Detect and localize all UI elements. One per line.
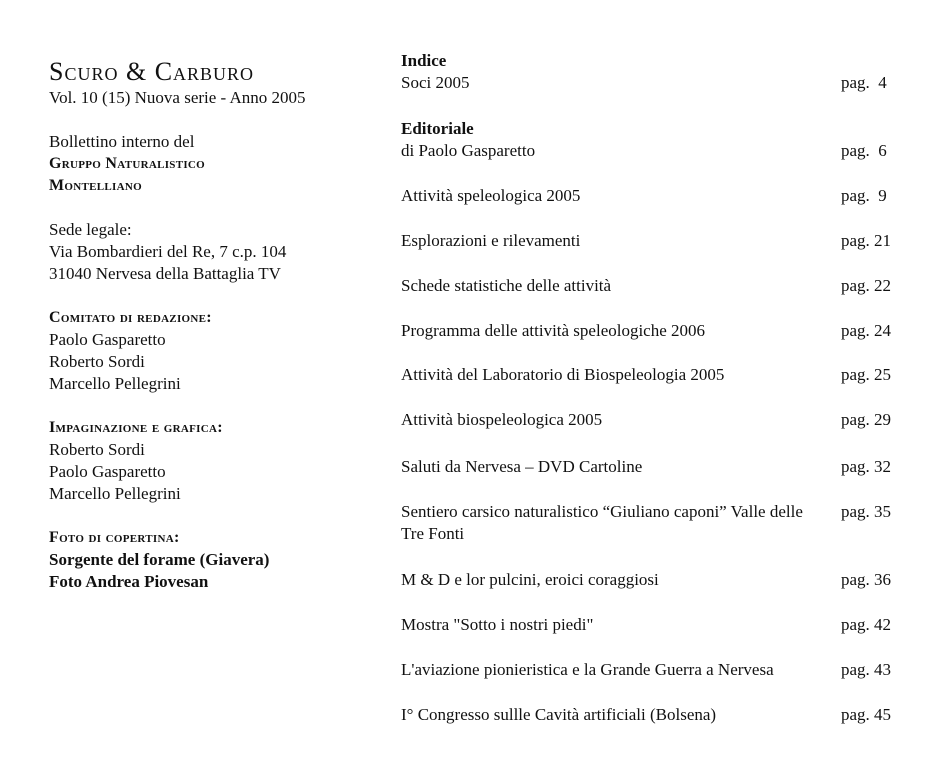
toc-entry-title: L'aviazione pionieristica e la Grande Guerra a Nervesa [401, 660, 774, 679]
cover-photo-caption: Sorgente del forame (Giavera) [49, 550, 270, 569]
toc-entry-page: pag. 25 [841, 365, 892, 384]
toc-entry-page: pag. 9 [841, 186, 887, 205]
layout-graphics-member: Paolo Gasparetto [49, 462, 166, 481]
office-label: Sede legale: [49, 220, 132, 239]
toc-entry-page: pag. 32 [841, 457, 892, 476]
toc-entry-title: Attività biospeleologica 2005 [401, 410, 603, 429]
toc-entry-title: Saluti da Nervesa – DVD Cartoline [401, 457, 643, 476]
toc-entry-page: pag. 45 [841, 705, 892, 724]
toc-entry-page: pag. 35 [841, 502, 892, 521]
layout-graphics-member: Roberto Sordi [49, 440, 145, 459]
editorial-board-member: Roberto Sordi [49, 352, 145, 371]
toc-entry-title: di Paolo Gasparetto [401, 141, 536, 160]
toc-entry-title: Programma delle attività speleologiche 2006 [401, 321, 706, 340]
cover-photo-heading: Foto di copertina: [49, 529, 180, 546]
toc-entry-title: Soci 2005 [401, 73, 470, 92]
toc-entry-title: Attività speleologica 2005 [401, 186, 581, 205]
toc-entry-page: pag. 29 [841, 410, 892, 429]
office-address-street: Via Bombardieri del Re, 7 c.p. 104 [49, 242, 287, 261]
toc-entry-page: pag. 6 [841, 141, 887, 160]
editorial-board-member: Paolo Gasparetto [49, 330, 166, 349]
office-address-city: 31040 Nervesa della Battaglia TV [49, 264, 281, 283]
toc-entry-title: Schede statistiche delle attività [401, 276, 612, 295]
cover-photo-credit: Foto Andrea Piovesan [49, 572, 209, 591]
volume-info: Vol. 10 (15) Nuova serie - Anno 2005 [49, 88, 306, 107]
editorial-heading: Editoriale [401, 119, 474, 138]
toc-entry-title: I° Congresso sullle Cavità artificiali (Bolsena) [401, 705, 717, 724]
toc-entry-page: pag. 43 [841, 660, 892, 679]
magazine-title: Scuro & Carburo [49, 57, 255, 86]
toc-entry-page: pag. 21 [841, 231, 892, 250]
toc-entry-title: Mostra "Sotto i nostri piedi" [401, 615, 594, 634]
group-name-line2: Montelliano [49, 177, 142, 194]
masthead-column [49, 56, 379, 593]
layout-graphics-member: Marcello Pellegrini [49, 484, 181, 503]
editorial-board-heading: Comitato di redazione: [49, 309, 212, 326]
toc-entry-page: pag. 42 [841, 615, 892, 634]
toc-entry-title: Esplorazioni e rilevamenti [401, 231, 581, 250]
group-name-line1: Gruppo Naturalistico [49, 155, 206, 172]
toc-entry-page: pag. 22 [841, 276, 892, 295]
toc-entry-title: Attività del Laboratorio di Biospeleologia 2005 [401, 365, 725, 384]
toc-entry-page: pag. 4 [841, 73, 887, 92]
bulletin-line: Bollettino interno del [49, 132, 195, 151]
toc-entry-title: Sentiero carsico naturalistico “Giuliano caponi” Valle delle Tre Fonti [401, 502, 803, 543]
toc-entry-page: pag. 36 [841, 570, 892, 589]
editorial-board-member: Marcello Pellegrini [49, 374, 181, 393]
index-heading: Indice [401, 51, 447, 70]
layout-graphics-heading: Impaginazione e grafica: [49, 419, 223, 436]
toc-entry-title: M & D e lor pulcini, eroici coraggiosi [401, 570, 659, 589]
toc-entry-page: pag. 24 [841, 321, 892, 340]
